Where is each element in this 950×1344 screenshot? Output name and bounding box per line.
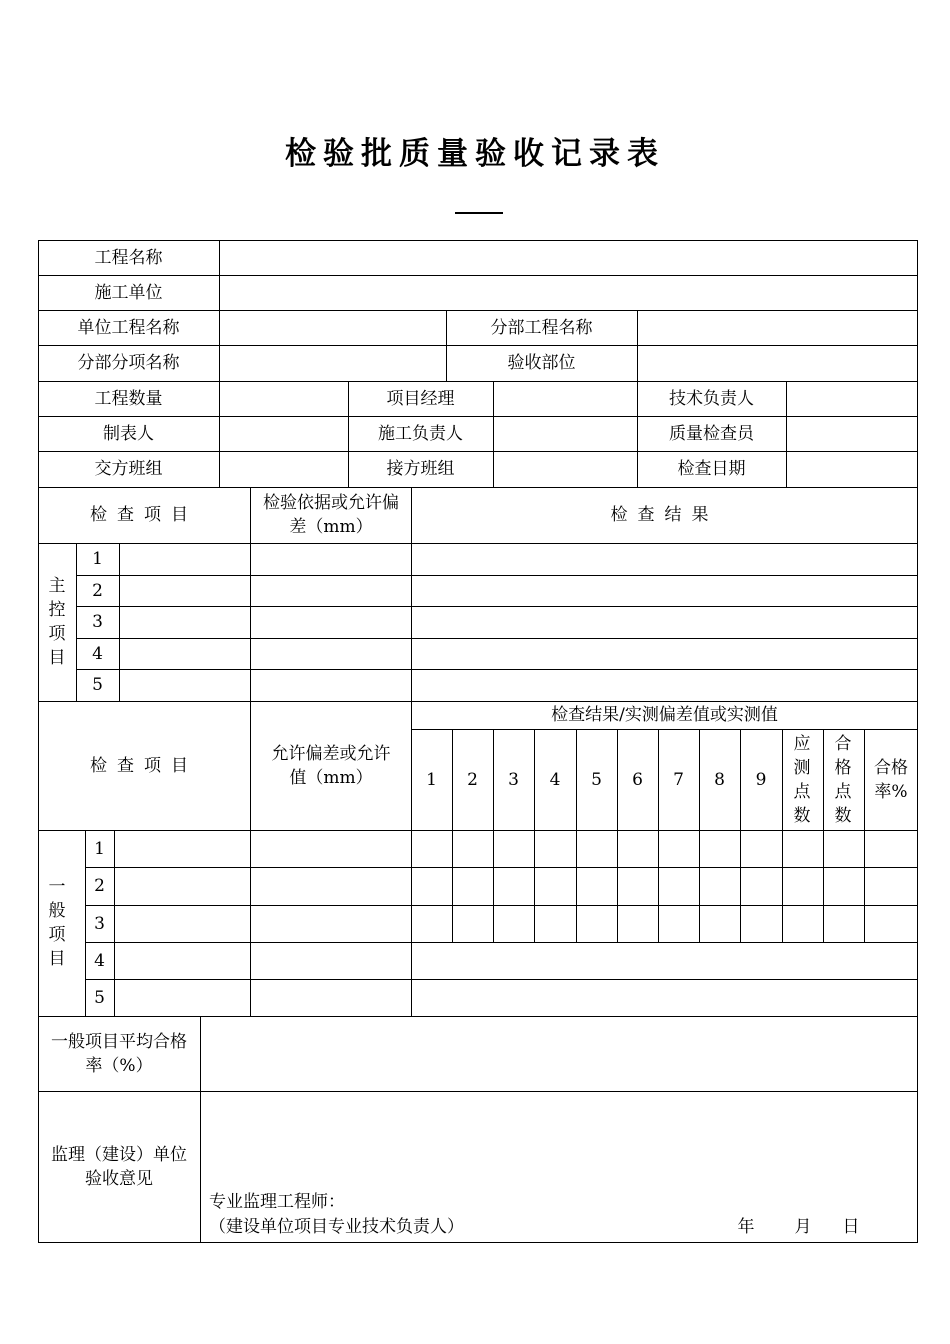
result-column-number: 8	[714, 769, 725, 790]
general-row-number: 5	[94, 987, 105, 1008]
label-receiving-team: 接方班组	[386, 459, 455, 479]
line	[76, 575, 918, 576]
line	[119, 543, 120, 701]
line	[76, 606, 918, 607]
date-month: 月	[794, 1217, 812, 1237]
main-row-number: 5	[92, 675, 103, 695]
column-qualified-rate: 合格率%	[874, 757, 908, 802]
label-project-name: 工程名称	[94, 247, 163, 268]
line	[250, 487, 251, 1016]
label-quality-inspector: 质量检查员	[669, 423, 754, 444]
main-row-number: 3	[92, 612, 103, 632]
date-year: 年	[737, 1217, 755, 1237]
supervision-label: 监理（建设）单位验收意见	[51, 1144, 187, 1189]
main-row-number: 1	[92, 549, 103, 569]
general-header-item: 检查项目	[90, 755, 198, 776]
main-section-label: 主控项目	[48, 576, 66, 668]
main-header-result: 检查结果	[610, 505, 719, 525]
general-row-number: 1	[94, 838, 105, 859]
page-title: 检验批质量验收记录表	[285, 136, 665, 172]
label-preparer: 制表人	[103, 423, 154, 444]
label-unit-project-name: 单位工程名称	[77, 317, 180, 338]
inspection-form	[38, 240, 918, 1243]
column-measure-points: 应测点数	[793, 733, 811, 826]
label-division-project-name: 分部工程名称	[490, 317, 593, 338]
line	[493, 381, 494, 487]
line	[864, 729, 865, 942]
general-header-result: 检查结果/实测偏差值或实测值	[551, 705, 778, 725]
general-row-number: 2	[94, 876, 105, 896]
line	[823, 729, 824, 942]
label-construction-lead: 施工负责人	[378, 423, 463, 444]
supervision-engineer: 专业监理工程师：	[209, 1192, 345, 1212]
label-quantity: 工程数量	[94, 388, 163, 409]
label-technical-lead: 技术负责人	[669, 388, 754, 409]
general-row-number: 4	[94, 950, 105, 971]
main-row-number: 4	[92, 643, 103, 664]
line	[200, 1016, 201, 1243]
line	[38, 543, 918, 544]
main-row-number: 2	[92, 580, 103, 601]
general-section-label: 一般项目	[48, 877, 66, 969]
result-column-number: 1	[426, 769, 437, 790]
line	[85, 979, 918, 980]
general-row-number: 3	[94, 913, 105, 934]
result-column-number: 5	[591, 769, 602, 790]
average-rate-label: 一般项目平均合格率（%）	[51, 1031, 187, 1076]
result-column-number: 3	[508, 769, 519, 790]
line	[76, 638, 918, 639]
result-column-number: 9	[755, 769, 767, 790]
line	[85, 867, 918, 868]
result-column-number: 4	[549, 769, 561, 790]
line	[85, 942, 918, 943]
line	[38, 1242, 918, 1243]
label-handover-team: 交方班组	[94, 459, 163, 479]
label-project-manager: 项目经理	[386, 388, 455, 409]
general-header-tolerance: 允许偏差或允许值（mm）	[271, 743, 391, 788]
result-column-number: 7	[673, 769, 684, 790]
date-day: 日	[842, 1217, 860, 1237]
result-column-number: 6	[632, 769, 643, 790]
supervision-owner-rep: （建设单位项目专业技术负责人）	[209, 1217, 464, 1237]
line	[917, 240, 918, 1243]
label-sub-item-name: 分部分项名称	[77, 353, 180, 373]
label-construction-unit: 施工单位	[94, 282, 163, 303]
line	[85, 905, 918, 906]
line	[114, 830, 115, 1016]
result-column-number: 2	[467, 769, 478, 790]
main-header-basis: 检验依据或允许偏差（mm）	[263, 493, 399, 537]
line	[786, 381, 787, 487]
column-qualified-points: 合格点数	[834, 733, 852, 826]
line	[219, 240, 220, 487]
label-inspection-date: 检查日期	[677, 459, 746, 479]
main-header-item: 检查项目	[90, 505, 198, 525]
line	[38, 830, 918, 831]
line	[76, 669, 918, 670]
title-underline	[455, 212, 503, 214]
line	[782, 729, 783, 942]
label-acceptance-location: 验收部位	[507, 353, 576, 373]
